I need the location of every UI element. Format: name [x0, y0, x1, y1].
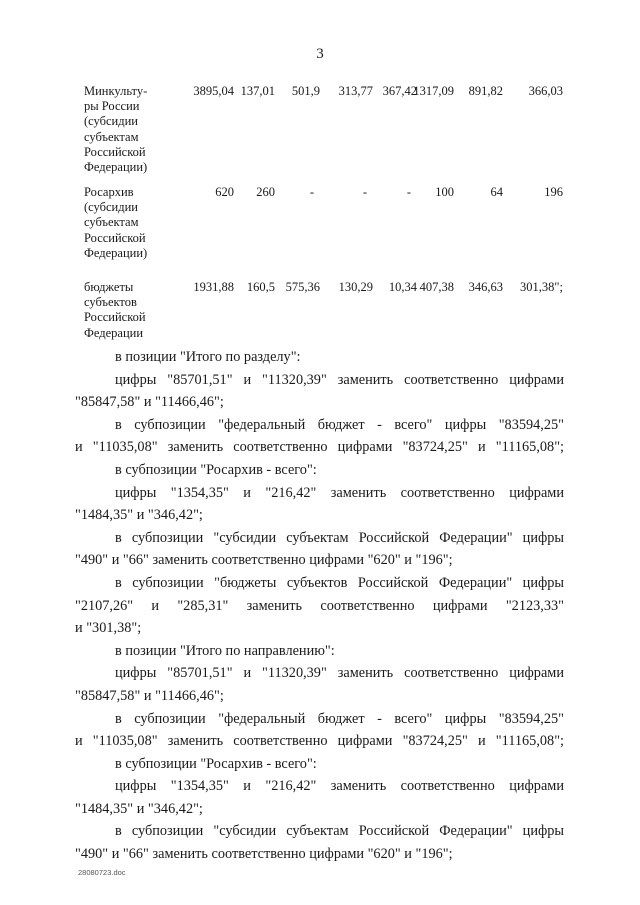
row-label-line: субъектам — [84, 129, 139, 144]
table-row — [84, 280, 584, 350]
row-label-line: Федерации) — [84, 245, 148, 260]
table-cell: 575,36 — [285, 280, 320, 294]
text-line: "2107,26" и "285,31" заменить соответственно цифрами "2123,33" — [75, 597, 564, 614]
text-line: в субпозиции "субсидии субъектам Российской Федерации" цифры — [115, 529, 564, 546]
table-cell: 620 — [215, 185, 234, 199]
table-cell: 64 — [490, 185, 503, 199]
text-line: цифры "85701,51" и "11320,39" заменить соответственно цифрами — [115, 665, 564, 682]
text-line: и "11035,08" заменить соответственно цифрами "83724,25" и "11165,08"; — [75, 733, 564, 750]
table-cell: 196 — [544, 185, 563, 199]
table-cell: 100 — [435, 185, 454, 199]
row-label-line: (субсидии — [84, 200, 138, 215]
table-cell: 137,01 — [240, 84, 275, 98]
row-label-line: Минкульту- — [84, 84, 148, 98]
text-line: в субпозиции "субсидии субъектам Российской Федерации" цифры — [115, 823, 564, 840]
table-cell: 501,9 — [291, 84, 320, 98]
text-line: в позиции "Итого по направлению": — [115, 642, 335, 659]
row-label-line: Российской — [84, 230, 146, 245]
table-cell: 130,29 — [338, 280, 373, 294]
row-label-line: (субсидии — [84, 114, 138, 129]
text-line: цифры "85701,51" и "11320,39" заменить соответственно цифрами — [115, 371, 564, 388]
row-label-line: бюджеты — [84, 280, 134, 294]
table-cell: 313,77 — [338, 84, 373, 98]
table-row — [84, 185, 584, 280]
footer-filename: 28080723.doc — [78, 868, 126, 877]
row-label-line: Российской — [84, 144, 146, 159]
table-cell: 407,38 — [419, 280, 454, 294]
text-line: "85847,58" и "11466,46"; — [75, 687, 224, 704]
table-cell: 160,5 — [246, 280, 275, 294]
text-line: в субпозиции "федеральный бюджет - всего" цифры "83594,25" — [115, 416, 564, 433]
row-label-line: субъектов — [84, 295, 137, 310]
table-cell: - — [309, 185, 314, 199]
row-label-line: Федерации — [84, 325, 144, 340]
table-cell: 260 — [256, 185, 275, 199]
text-line: "490" и "66" заменить соответственно цифрами "620" и "196"; — [75, 552, 453, 569]
table-cell: 367,42 — [382, 84, 417, 98]
table-cell: 1317,09 — [413, 84, 454, 98]
text-line: "1484,35" и "346,42"; — [75, 507, 203, 524]
table-cell: 891,82 — [468, 84, 503, 98]
page-number: 3 — [316, 46, 324, 62]
table-cell: 3895,04 — [193, 84, 234, 98]
row-label-line: Росархив — [84, 185, 134, 199]
row-label-line: ры России — [84, 99, 140, 114]
text-line: в позиции "Итого по разделу": — [115, 349, 301, 365]
text-line: в субпозиции "бюджеты субъектов Российской Федерации" цифры — [115, 574, 564, 591]
text-line: "1484,35" и "346,42"; — [75, 800, 203, 817]
text-line: в субпозиции "Росархив - всего": — [115, 755, 317, 772]
text-line: цифры "1354,35" и "216,42" заменить соответственно цифрами — [115, 484, 564, 501]
text-line: "85847,58" и "11466,46"; — [75, 394, 224, 411]
table-row — [84, 84, 584, 185]
text-line: в субпозиции "Росархив - всего": — [115, 461, 317, 478]
row-label-line: Российской — [84, 310, 146, 325]
table-cell: 301,38"; — [520, 280, 563, 294]
text-line: цифры "1354,35" и "216,42" заменить соответственно цифрами — [115, 778, 564, 795]
row-label-line: Федерации) — [84, 160, 148, 175]
text-line: и "301,38"; — [75, 620, 142, 637]
table-cell: 366,03 — [528, 84, 563, 98]
text-line: в субпозиции "федеральный бюджет - всего" цифры "83594,25" — [115, 710, 564, 727]
table-cell: - — [406, 185, 411, 199]
table-cell: 346,63 — [468, 280, 503, 294]
row-label-line: субъектам — [84, 215, 139, 230]
table-cell: 10,34 — [388, 280, 417, 294]
text-line: "490" и "66" заменить соответственно цифрами "620" и "196"; — [75, 846, 453, 863]
text-line: и "11035,08" заменить соответственно цифрами "83724,25" и "11165,08"; — [75, 439, 564, 456]
table-cell: - — [362, 185, 367, 199]
amendment-text — [75, 346, 564, 866]
table-cell: 1931,88 — [193, 280, 234, 294]
